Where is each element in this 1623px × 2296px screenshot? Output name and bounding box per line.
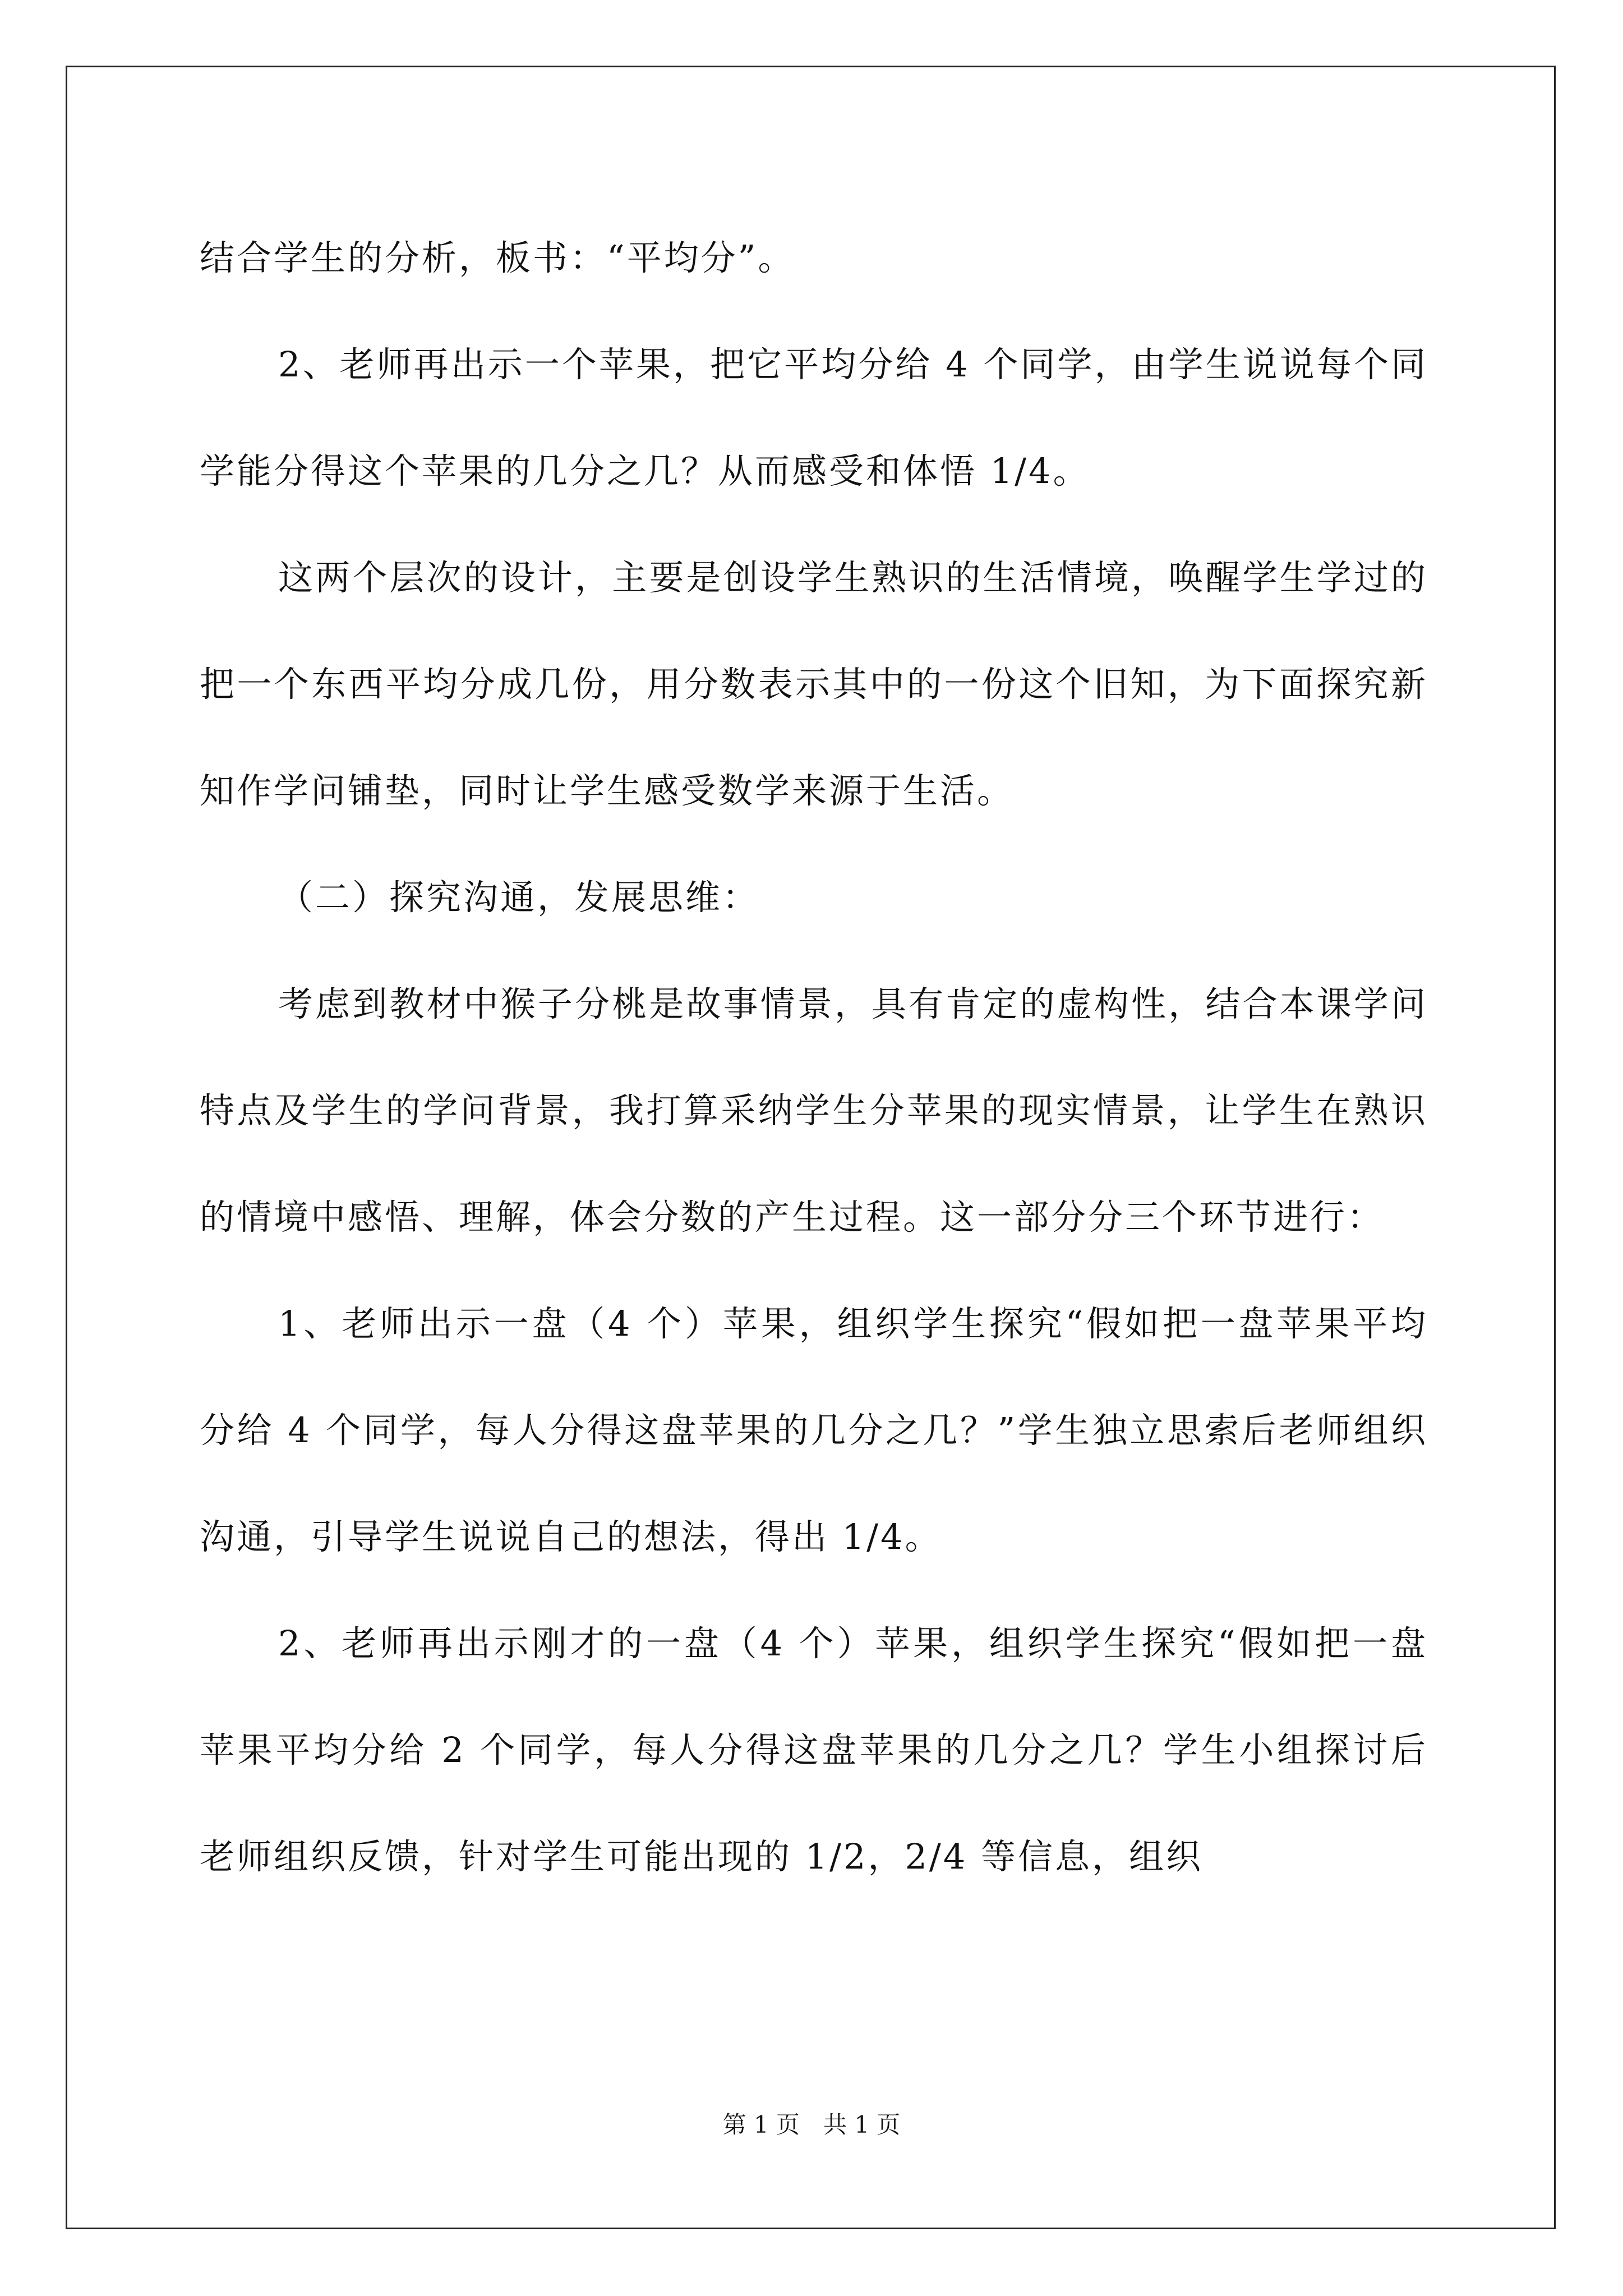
paragraph-6: 1、老师出示一盘（4 个）苹果，组织学生探究“假如把一盘苹果平均分给 4 个同学，每人分得这盘苹果的几分之几？”学生独立思索后老师组织沟通，引导学生说说自己的想法，得出 1/4。	[200, 1303, 1428, 1557]
paragraph-3: 这两个层次的设计，主要是创设学生熟识的生活情境，唤醒学生学过的把一个东西平均分成几份，用分数表示其中的一份这个旧知，为下面探究新知作学问铺垫，同时让学生感受数学来源于生活。	[200, 557, 1428, 811]
page-footer: 第 1 页 共 1 页	[722, 2111, 901, 2138]
paragraph-1: 结合学生的分析，板书：“平均分”。	[200, 237, 795, 278]
paragraph-5: 考虑到教材中猴子分桃是故事情景，具有肯定的虚构性，结合本课学问特点及学生的学问背景，我打算采纳学生分苹果的现实情景，让学生在熟识的情境中感悟、理解，体会分数的产生过程。这一部分分三个环节进行：	[200, 983, 1428, 1237]
paragraph-7: 2、老师再出示刚才的一盘（4 个）苹果，组织学生探究“假如把一盘苹果平均分给 2 个同学，每人分得这盘苹果的几分之几？学生小组探讨后老师组织反馈，针对学生可能出现的 1/2，2/4 等信息，组织	[200, 1623, 1428, 1877]
paragraph-2: 2、老师再出示一个苹果，把它平均分给 4 个同学，由学生说说每个同学能分得这个苹果的几分之几？从而感受和体悟 1/4。	[200, 344, 1428, 491]
document-body	[200, 205, 1428, 1910]
section-heading: （二）探究沟通，发展思维：	[278, 877, 760, 918]
